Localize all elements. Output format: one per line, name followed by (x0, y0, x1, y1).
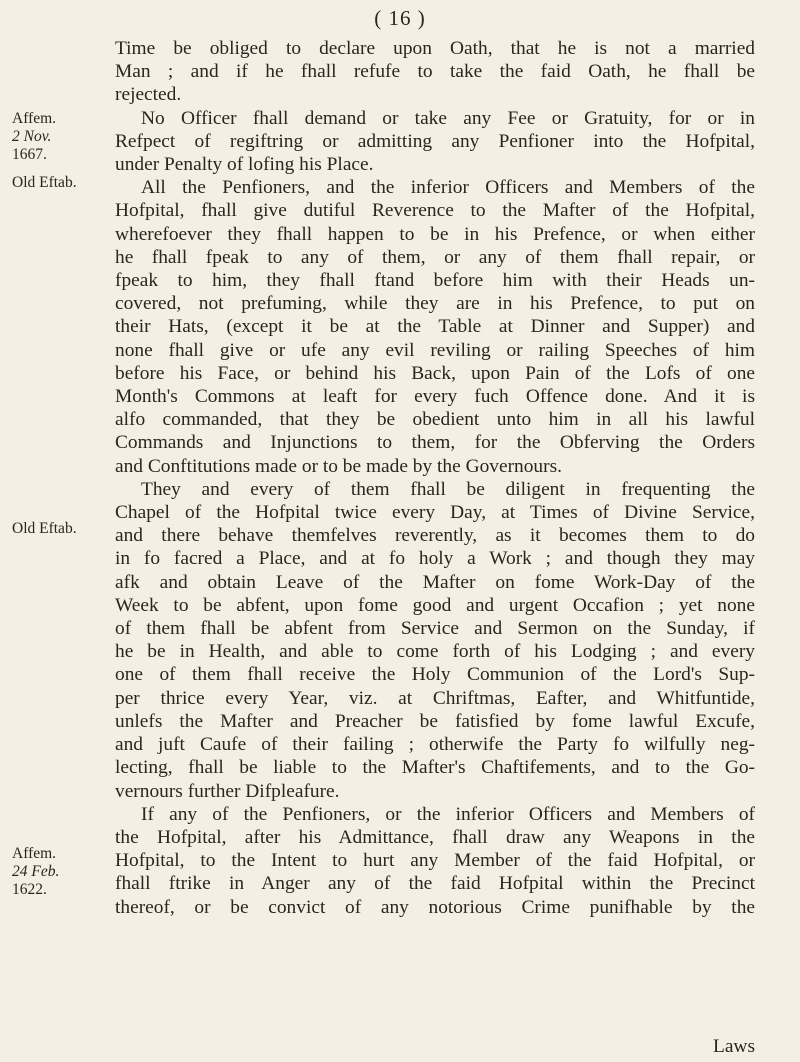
text-line: They and every of them fhall be diligent in frequenting the (141, 478, 755, 500)
text-line: wherefoever they fhall happen to be in his Prefence, or when either (115, 223, 755, 245)
text-line: covered, not prefuming, while they are in his Prefence, to put on (115, 293, 755, 315)
text-line: before his Face, or behind his Back, upon Pain of the Lofs of one (115, 362, 755, 384)
text-line: vernours further Difpleafure. (115, 780, 340, 802)
text-line: in fo facred a Place, and at fo holy a Work ; and though they may (115, 548, 755, 570)
margin-note-line: 1622. (12, 881, 47, 898)
text-line: fhall ftrike in Anger any of the faid Hofpital within the Precinct (115, 873, 755, 895)
text-line: of them fhall be abfent from Service and Sermon on the Sunday, if (115, 618, 755, 640)
text-line: rejected. (115, 84, 182, 106)
text-line: thereof, or be convict of any notorious Crime punifhable by the (115, 896, 755, 918)
text-line: and juft Caufe of their failing ; otherwife the Party fo wilfully neg- (115, 734, 755, 756)
text-line: the Hofpital, after his Admittance, fhall draw any Weapons in the (115, 826, 755, 848)
margin-note-assembly-1622 (12, 845, 102, 899)
text-line: Hofpital, fhall give dutiful Reverence to the Mafter of the Hofpital, (115, 200, 755, 222)
text-line: and there behave themfelves reverently, as it becomes them to do (115, 525, 755, 547)
text-line: No Officer fhall demand or take any Fee or Gratuity, for or in (141, 107, 755, 129)
text-line: he fhall fpeak to any of them, or any of them fhall repair, or (115, 246, 755, 268)
text-line: one of them fhall receive the Holy Communion of the Lord's Sup- (115, 664, 755, 686)
text-line: If any of the Penfioners, or the inferior Officers and Members of (141, 803, 755, 825)
text-line: Chapel of the Hofpital twice every Day, at Times of Divine Service, (115, 502, 755, 524)
text-line: Commands and Injunctions to them, for the Obferving the Orders (115, 432, 755, 454)
text-line: afk and obtain Leave of the Mafter on fome Work-Day of the (115, 571, 755, 593)
text-line: unlefs the Mafter and Preacher be fatisfied by fome lawful Excufe, (115, 710, 755, 732)
text-line: none fhall give or ufe any evil reviling or railing Speeches of him (115, 339, 755, 361)
catchword: Laws (712, 1036, 755, 1057)
text-line: All the Penfioners, and the inferior Officers and Members of the (141, 177, 755, 199)
text-line: alfo commanded, that they be obedient unto him in all his lawful (115, 409, 755, 431)
text-line: Week to be abfent, upon fome good and urgent Occafion ; yet none (115, 594, 755, 616)
margin-note-line: Affem. (12, 110, 57, 127)
body-text (115, 37, 755, 919)
page-number: ( 16 ) (374, 6, 426, 30)
text-line: lecting, fhall be liable to the Mafter's Chaftifements, and to the Go- (115, 757, 755, 779)
text-line: Hofpital, to the Intent to hurt any Member of the faid Hofpital, or (115, 850, 755, 872)
text-line: and Conftitutions made or to be made by the Governours. (115, 455, 562, 477)
margin-note-assembly-1667 (12, 110, 102, 164)
text-line: Month's Commons at leaft for every fuch Offence done. And it is (115, 386, 755, 408)
margin-note-line: 24 Feb. (12, 863, 60, 880)
margin-note-old-establishment: Old Eftab. (12, 520, 77, 537)
text-line: under Penalty of lofing his Place. (115, 154, 374, 176)
text-line: Time be obliged to declare upon Oath, that he is not a married (115, 38, 755, 59)
text-line: Refpect of regiftring or admitting any Penfioner into the Hofpital, (115, 130, 755, 152)
text-line: Man ; and if he fhall refufe to take the faid Oath, he fhall be (115, 61, 755, 83)
text-line: he be in Health, and able to come forth of his Lodging ; and every (115, 641, 755, 663)
margin-note-line: 2 Nov. (12, 128, 52, 145)
text-line: their Hats, (except it be at the Table at Dinner and Supper) and (115, 316, 755, 338)
margin-note-line: 1667. (12, 146, 47, 163)
text-line: per thrice every Year, viz. at Chriftmas, Eafter, and Whitfuntide, (115, 687, 755, 709)
margin-note-old-establishment: Old Eftab. (12, 174, 77, 191)
text-line: fpeak to him, they fhall ftand before him with their Heads un- (115, 270, 755, 292)
margin-note-line: Affem. (12, 845, 57, 862)
